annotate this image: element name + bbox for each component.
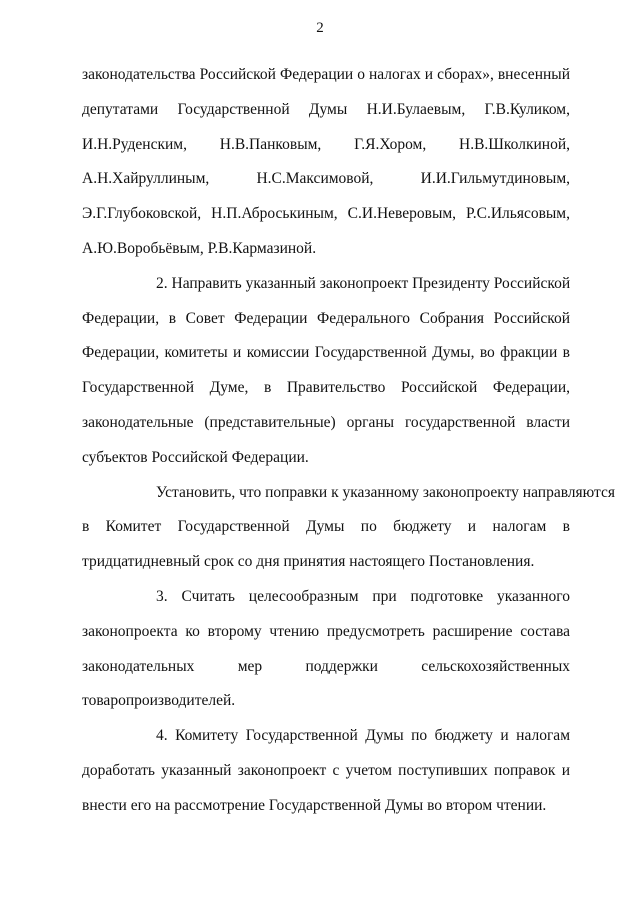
text-line: И.Н.Руденским, Н.В.Панковым, Г.Я.Хором, Н.В.Школкиной, bbox=[82, 135, 570, 153]
text-line: законодательные (представительные) органы государственной власти bbox=[82, 413, 570, 431]
text-line: законодательства Российской Федерации о налогах и сборах», внесенный bbox=[82, 66, 570, 83]
text-line: субъектов Российской Федерации. bbox=[82, 448, 309, 466]
text-line: Установить, что поправки к указанному законопроекту направляются bbox=[156, 483, 616, 501]
text-line: 4. Комитету Государственной Думы по бюджету и налогам bbox=[156, 727, 570, 745]
text-line: Государственной Думе, в Правительство Российской Федерации, bbox=[82, 379, 570, 397]
text-line: 3. Считать целесообразным при подготовке указанного bbox=[156, 587, 570, 605]
text-line: тридцатидневный срок со дня принятия настоящего Постановления. bbox=[82, 553, 535, 571]
text-line: депутатами Государственной Думы Н.И.Булаевым, Г.В.Куликом, bbox=[82, 100, 570, 118]
paragraph-item-4 bbox=[82, 719, 570, 823]
text-line: законодательных мер поддержки сельскохозяйственных bbox=[82, 657, 570, 675]
text-line: доработать указанный законопроект с учетом поступивших поправок и bbox=[82, 761, 570, 779]
page-number: 2 bbox=[316, 20, 324, 36]
document-body bbox=[82, 58, 616, 824]
text-line: А.Н.Хайруллиным, Н.С.Максимовой, И.И.Гильмутдиновым, bbox=[82, 170, 570, 188]
paragraph-deputies bbox=[82, 58, 570, 267]
text-line: Э.Г.Глубоковской, Н.П.Аброськиным, С.И.Неверовым, Р.С.Ильясовым, bbox=[82, 205, 570, 223]
paragraph-item-3 bbox=[82, 580, 570, 719]
text-line: товаропроизводителей. bbox=[82, 692, 236, 710]
text-line: в Комитет Государственной Думы по бюджету и налогам в bbox=[82, 518, 570, 536]
text-line: А.Ю.Воробьёвым, Р.В.Кармазиной. bbox=[82, 239, 317, 257]
text-line: законопроекта ко второму чтению предусмотреть расширение состава bbox=[82, 622, 570, 640]
text-line: внести его на рассмотрение Государственной Думы во втором чтении. bbox=[82, 796, 547, 814]
text-line: Федерации, в Совет Федерации Федерального Собрания Российской bbox=[82, 309, 570, 327]
text-line: Федерации, комитеты и комиссии Государственной Думы, во фракции в bbox=[82, 344, 570, 362]
text-line: 2. Направить указанный законопроект Президенту Российской bbox=[156, 274, 571, 292]
paragraph-item-2 bbox=[82, 267, 570, 476]
paragraph-amendments bbox=[82, 476, 616, 580]
